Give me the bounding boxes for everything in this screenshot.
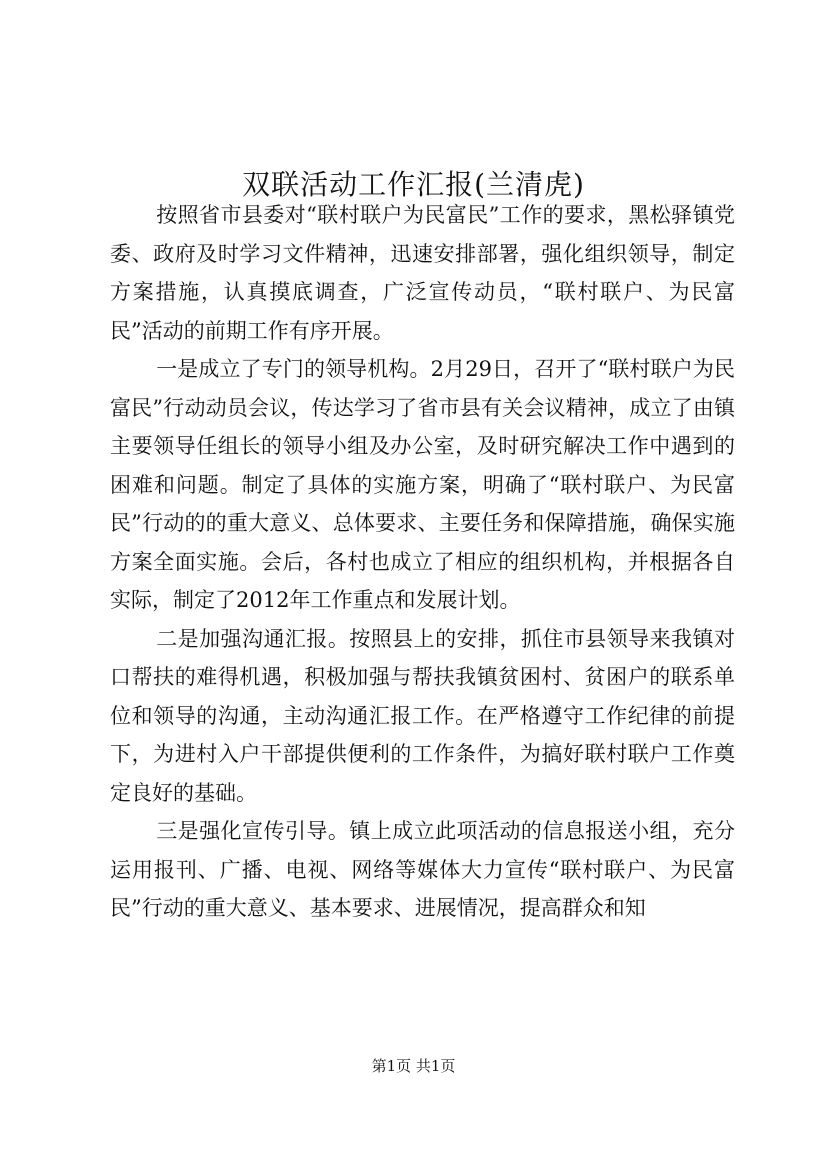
page-number-footer: 第1页 共1页	[371, 1057, 456, 1075]
document-body	[110, 196, 735, 928]
paragraph-leadership-organization: 一是成立了专门的领导机构。2月29日，召开了“联村联户为民富民”行动动员会议，传达学习了省市县有关会议精神，成立了由镇主要领导任组长的领导小组及办公室，及时研究解决工作中遇到的困难和问题。制定了具体的实施方案，明确了“联村联户、为民富民”行动的的重大意义、总体要求、主要任务和保障措施，确保实施方案全面实施。会后，各村也成立了相应的组织机构，并根据各自实际，制定了2012年工作重点和发展计划。	[110, 357, 735, 612]
paragraph-intro: 按照省市县委对“联村联户为民富民”工作的要求，黑松驿镇党委、政府及时学习文件精神，迅速安排部署，强化组织领导，制定方案措施，认真摸底调查，广泛宣传动员，“联村联户、为民富民”活动的前期工作有序开展。	[110, 203, 735, 343]
document-title: 双联活动工作汇报(兰清虎)	[242, 167, 585, 201]
paragraph-publicity-guidance: 三是强化宣传引导。镇上成立此项活动的信息报送小组，充分运用报刊、广播、电视、网络等媒体大力宣传“联村联户、为民富民”行动的重大意义、基本要求、进展情况，提高群众和知	[110, 819, 735, 920]
paragraph-communication-report: 二是加强沟通汇报。按照县上的安排，抓住市县领导来我镇对口帮扶的难得机遇，积极加强与帮扶我镇贫困村、贫困户的联系单位和领导的沟通，主动沟通汇报工作。在严格遵守工作纪律的前提下，为进村入户干部提供便利的工作条件，为搞好联村联户工作奠定良好的基础。	[110, 626, 735, 805]
